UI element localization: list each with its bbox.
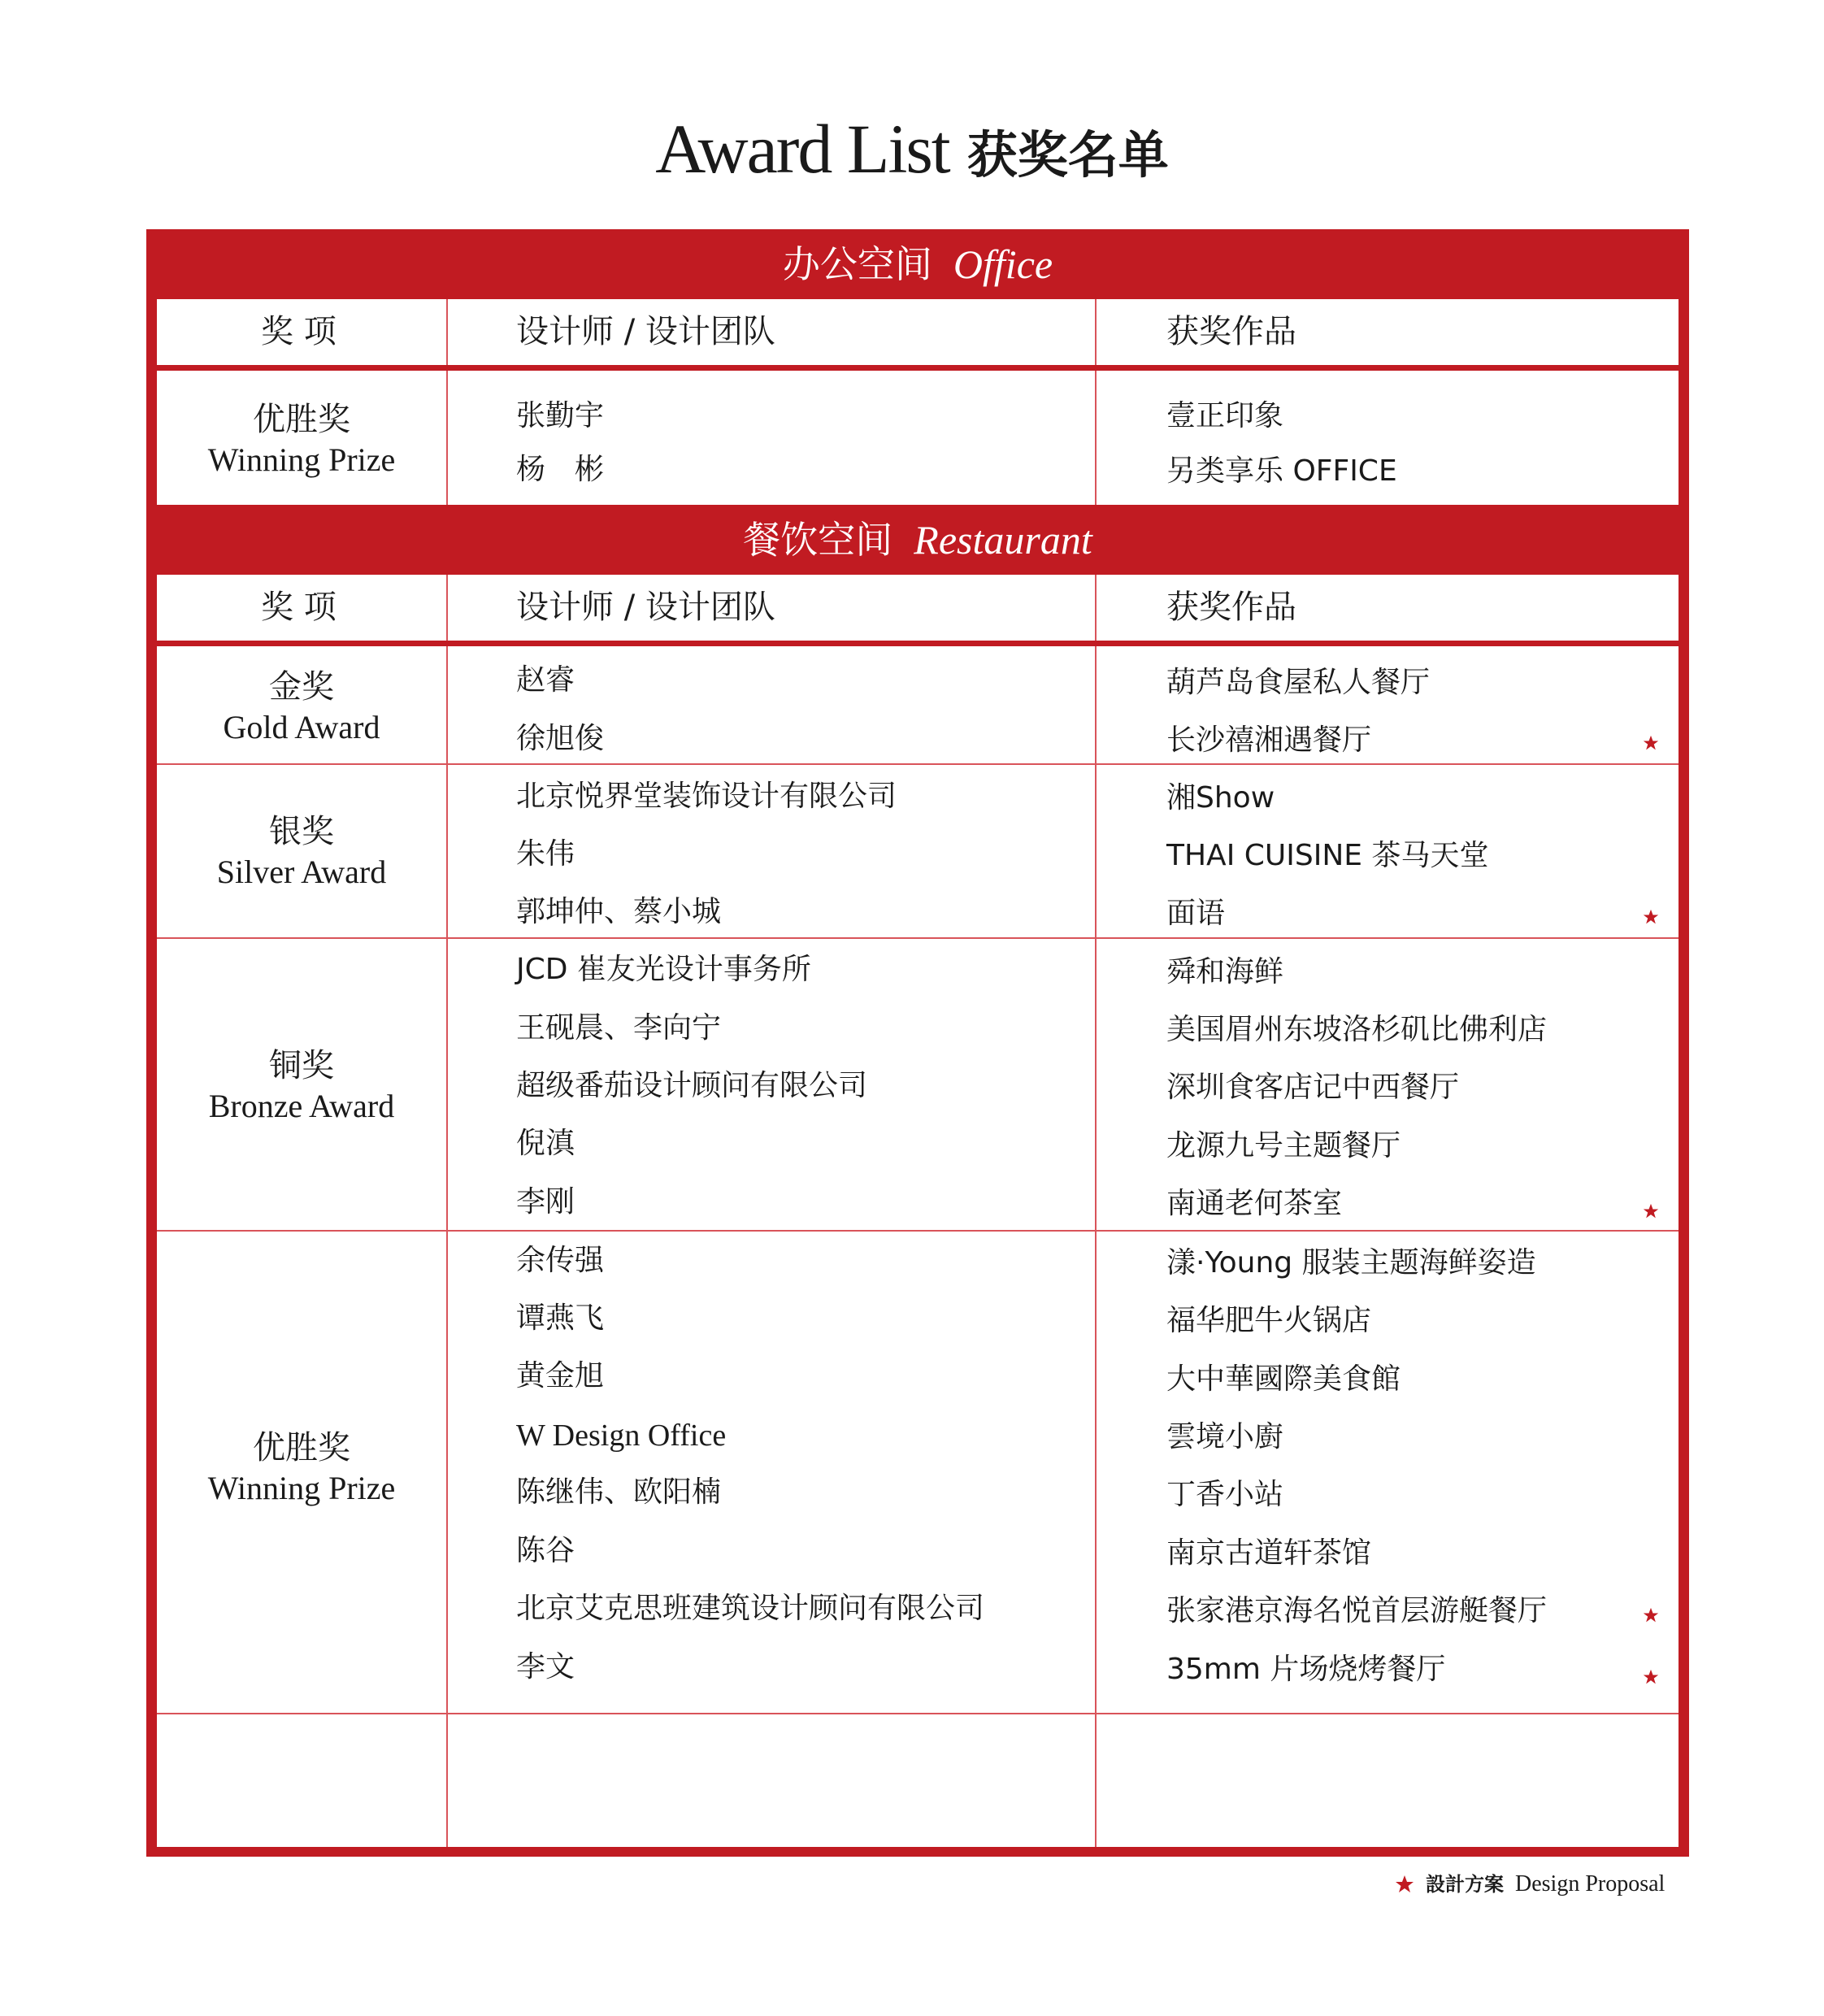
designer-name: 谭燕飞 [516,1301,605,1335]
designer-name: 杨 彬 [516,453,605,486]
row-divider [157,763,1679,765]
section-header-office [146,229,1689,299]
award-label-en: Silver Award [216,854,387,890]
work-title: 面语 [1166,897,1226,930]
restaurant-panel [157,575,1679,1847]
column-divider [446,299,448,505]
work-title: THAI CUISINE 茶马天堂 [1166,839,1489,872]
star-icon [1643,1669,1659,1685]
award-label-en: Bronze Award [208,1088,395,1124]
column-divider [1095,575,1097,1847]
designer-name: 王砚晨、李向宁 [516,1011,722,1045]
legend-label-zh: 設計方案 [1426,1873,1504,1896]
legend-label-en: Design Proposal [1515,1871,1665,1897]
designer-name: 北京艾克思班建筑设计顾问有限公司 [516,1592,985,1625]
header-divider [157,365,1679,371]
work-title: 丁香小站 [1166,1478,1284,1511]
work-title: 福华肥牛火锅店 [1166,1304,1372,1337]
legend-footnote [1395,1873,1665,1896]
work-title: 雲境小廚 [1166,1420,1284,1453]
work-title: 另类享乐 OFFICE [1166,454,1397,488]
work-title: 张家港京海名悦首层游艇餐厅 [1166,1594,1548,1627]
work-title: 湘Show [1166,781,1275,815]
column-divider [1095,299,1097,505]
designer-name: W Design Office [516,1419,727,1453]
star-icon [1643,1203,1659,1219]
page-title [0,110,1824,188]
award-label [157,666,446,747]
award-label-en: Winning Prize [207,441,396,478]
work-title: 葫芦岛食屋私人餐厅 [1166,666,1431,699]
row-divider [157,937,1679,939]
designer-name: 陈继伟、欧阳楠 [516,1475,722,1509]
star-icon [1643,735,1659,751]
designer-name: 赵睿 [516,663,575,697]
row-divider [157,1713,1679,1714]
column-header-work: 获奖作品 [1166,313,1296,350]
award-label [157,810,446,892]
designer-name: 倪滇 [516,1127,575,1160]
award-label-zh: 金奖 [269,668,334,706]
designer-name: 徐旭俊 [516,722,605,755]
award-label [157,1427,446,1508]
award-label-zh: 优胜奖 [253,1429,350,1466]
page-title-en: Award List [655,110,949,188]
award-label-zh: 银奖 [269,813,334,850]
office-panel [157,299,1679,505]
designer-name: 超级番茄设计顾问有限公司 [516,1069,868,1102]
award-table-frame [146,229,1689,1857]
work-title: 35mm 片场烧烤餐厅 [1166,1653,1446,1686]
designer-name: JCD 崔友光设计事务所 [516,953,811,986]
star-icon [1395,1875,1414,1894]
section-header-restaurant-en: Restaurant [914,517,1092,563]
column-header-work: 获奖作品 [1166,589,1296,626]
row-divider [157,1230,1679,1232]
work-title: 美国眉州东坡洛杉矶比佛利店 [1166,1013,1548,1046]
designer-name: 李文 [516,1650,575,1684]
designer-name: 张勤宇 [516,399,605,432]
work-title: 壹正印象 [1166,399,1284,432]
column-header-award: 奖 项 [261,589,337,626]
section-header-office-zh: 办公空间 [782,242,932,286]
designer-name: 朱伟 [516,837,575,871]
designer-name: 北京悦界堂装饰设计有限公司 [516,780,897,813]
section-header-restaurant-zh: 餐饮空间 [743,518,893,562]
award-label-zh: 铜奖 [269,1047,334,1084]
work-title: 南通老何茶室 [1166,1187,1343,1220]
work-title: 南京古道轩茶馆 [1166,1536,1372,1570]
award-label-zh: 优胜奖 [253,401,350,438]
designer-name: 李刚 [516,1185,575,1219]
work-title: 长沙禧湘遇餐厅 [1166,723,1372,757]
designer-name: 陈谷 [516,1534,575,1567]
award-label [157,398,446,480]
header-divider [157,641,1679,646]
award-label [157,1045,446,1126]
star-icon [1643,909,1659,925]
section-header-restaurant [146,505,1689,575]
column-header-award: 奖 项 [261,313,337,350]
award-label-en: Winning Prize [207,1470,396,1506]
work-title: 漾·Young 服装主题海鲜姿造 [1166,1246,1536,1280]
award-label-en: Gold Award [223,709,380,745]
section-header-office-en: Office [953,241,1053,287]
column-divider [446,575,448,1847]
designer-name: 郭坤仲、蔡小城 [516,895,722,928]
work-title: 舜和海鲜 [1166,955,1284,988]
column-header-designer: 设计师 / 设计团队 [516,313,775,350]
page-title-zh: 获奖名单 [966,125,1169,185]
work-title: 大中華國際美食館 [1166,1362,1401,1396]
designer-name: 黄金旭 [516,1359,605,1393]
column-header-designer: 设计师 / 设计团队 [516,589,775,626]
designer-name: 余传强 [516,1244,605,1277]
work-title: 龙源九号主题餐厅 [1166,1129,1401,1162]
work-title: 深圳食客店记中西餐厅 [1166,1071,1460,1104]
star-icon [1643,1607,1659,1623]
